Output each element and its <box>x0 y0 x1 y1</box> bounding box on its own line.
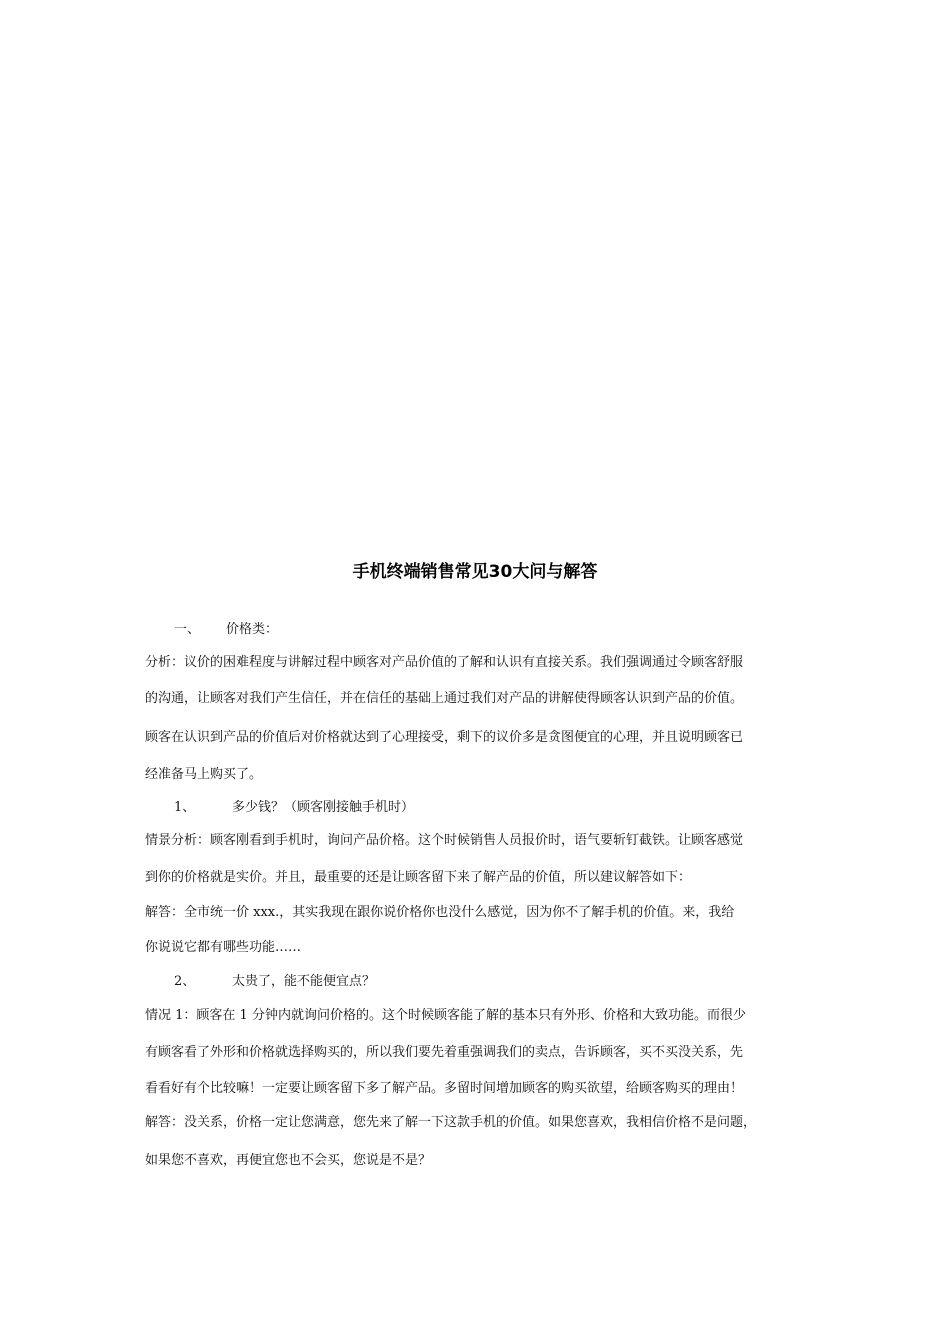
analysis-line: 的沟通，让顾客对我们产生信任，并在信任的基础上通过我们对产品的讲解使得顾客认识到产品的价值。 <box>145 691 744 706</box>
question-label: 多少钱？（顾客刚接触手机时） <box>232 800 415 815</box>
question-number: 1、 <box>174 800 196 815</box>
analysis-line: 分析：议价的困难程度与讲解过程中顾客对产品价值的了解和认识有直接关系。我们强调通过令顾客舒服 <box>145 655 744 670</box>
q2-line: 看看好有个比较嘛！一定要让顾客留下多了解产品。多留时间增加顾客的购买欲望，给顾客购买的理由！ <box>145 1081 744 1096</box>
q1-line: 解答：全市统一价 xxx.，其实我现在跟你说价格你也没什么感觉，因为你不了解手机的价值。来，我给 <box>145 905 735 920</box>
question-number: 2、 <box>174 974 196 989</box>
analysis-line: 经准备马上购买了。 <box>145 767 263 782</box>
q1-line: 情景分析：顾客刚看到手机时，询问产品价格。这个时候销售人员报价时，语气要斩钉截铁。让顾客感觉 <box>145 833 744 848</box>
q2-line: 有顾客看了外形和价格就选择购买的，所以我们要先着重强调我们的卖点，告诉顾客，买不买没关系，先 <box>145 1045 744 1060</box>
q1-line: 到你的价格就是实价。并且，最重要的还是让顾客留下来了解产品的价值，所以建议解答如下： <box>145 870 692 885</box>
question-label: 太贵了，能不能便宜点？ <box>232 974 376 989</box>
analysis-line: 顾客在认识到产品的价值后对价格就达到了心理接受，剩下的议价多是贪图便宜的心理，并且说明顾客已 <box>145 730 744 745</box>
q2-line: 解答：没关系，价格一定让您满意，您先来了解一下这款手机的价值。如果您喜欢，我相信价格不是问题， <box>145 1115 757 1130</box>
q2-line: 情况 1：顾客在 1 分钟内就询问价格的。这个时候顾客能了解的基本只有外形、价格和大致功能。而很少 <box>145 1008 746 1023</box>
section-number: 一、 <box>174 622 201 637</box>
q1-line: 你说说它都有哪些功能…… <box>145 940 302 955</box>
document-title: 手机终端销售常见30大问与解答 <box>352 562 598 582</box>
section-label: 价格类： <box>226 622 279 637</box>
q2-line: 如果您不喜欢，再便宜您也不会买，您说是不是？ <box>145 1153 432 1168</box>
